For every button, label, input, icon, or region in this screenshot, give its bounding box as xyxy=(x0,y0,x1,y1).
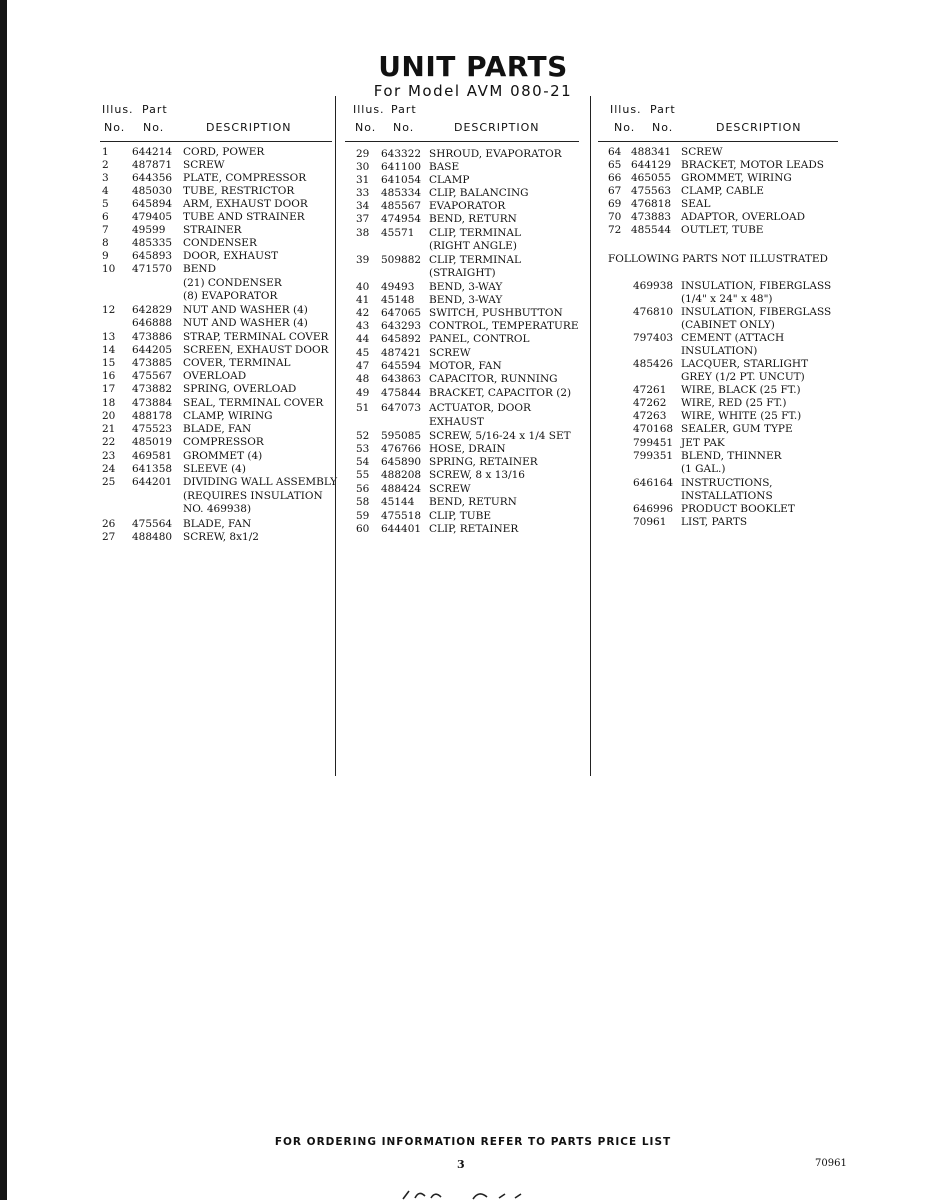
header-illus-top: Illus. xyxy=(353,103,385,116)
part-description: SCREEN, EXHAUST DOOR xyxy=(183,344,329,356)
part-number: 645594 xyxy=(381,360,422,372)
not-illustrated-note: FOLLOWING PARTS NOT ILLUSTRATED xyxy=(608,253,828,265)
illus-number: 65 xyxy=(608,159,622,171)
part-description: TUBE AND STRAINER xyxy=(183,211,305,223)
illus-number: 70 xyxy=(608,211,622,223)
column-divider-1 xyxy=(335,96,336,776)
part-description: HOSE, DRAIN xyxy=(429,443,506,455)
header-part-top: Part xyxy=(142,103,168,116)
part-number: 47261 xyxy=(633,384,667,396)
illus-number: 8 xyxy=(102,237,109,249)
part-number: 469581 xyxy=(132,450,173,462)
part-number: 70961 xyxy=(633,516,667,528)
part-number: 471570 xyxy=(132,263,173,275)
part-description: (8) EVAPORATOR xyxy=(183,290,278,302)
part-number: 485334 xyxy=(381,187,422,199)
header-part-bottom: No. xyxy=(652,121,674,134)
part-description: BEND, RETURN xyxy=(429,213,517,225)
part-number: 465055 xyxy=(631,172,672,184)
illus-number: 47 xyxy=(356,360,370,372)
part-number: 646888 xyxy=(132,317,173,329)
illus-number: 2 xyxy=(102,159,109,171)
illus-number: 51 xyxy=(356,402,370,414)
part-description: SHROUD, EVAPORATOR xyxy=(429,148,562,160)
illus-number: 29 xyxy=(356,148,370,160)
part-description: (21) CONDENSER xyxy=(183,277,282,289)
part-description: GROMMET, WIRING xyxy=(681,172,792,184)
part-description: PLATE, COMPRESSOR xyxy=(183,172,307,184)
part-description: TUBE, RESTRICTOR xyxy=(183,185,295,197)
part-description: CLAMP xyxy=(429,174,470,186)
header-rule xyxy=(345,141,579,142)
part-description: INSTRUCTIONS, xyxy=(681,477,773,489)
header-illus-top: Illus. xyxy=(610,103,642,116)
part-description: CONTROL, TEMPERATURE xyxy=(429,320,579,332)
part-number: 485426 xyxy=(633,358,674,370)
part-description: CLIP, BALANCING xyxy=(429,187,529,199)
part-description: NUT AND WASHER (4) xyxy=(183,317,308,329)
part-number: 487421 xyxy=(381,347,422,359)
part-number: 595085 xyxy=(381,430,422,442)
part-description: EXHAUST xyxy=(429,416,484,428)
part-description: CLAMP, CABLE xyxy=(681,185,764,197)
part-number: 470168 xyxy=(633,423,674,435)
part-description: LIST, PARTS xyxy=(681,516,748,528)
part-description: INSULATION) xyxy=(681,345,758,357)
illus-number: 4 xyxy=(102,185,109,197)
illus-number: 5 xyxy=(102,198,109,210)
model-subtitle: For Model AVM 080-21 xyxy=(373,82,573,100)
part-number: 479405 xyxy=(132,211,173,223)
part-number: 469938 xyxy=(633,280,674,292)
part-description: BLEND, THINNER xyxy=(681,450,782,462)
part-description: BLADE, FAN xyxy=(183,423,252,435)
page-number: 3 xyxy=(457,1158,465,1171)
illus-number: 31 xyxy=(356,174,370,186)
header-illus-bottom: No. xyxy=(614,121,636,134)
illus-number: 58 xyxy=(356,496,370,508)
part-description: SCREW xyxy=(681,146,723,158)
illus-number: 9 xyxy=(102,250,109,262)
part-number: 49599 xyxy=(132,224,166,236)
illus-number: 64 xyxy=(608,146,622,158)
part-description: SPRING, RETAINER xyxy=(429,456,538,468)
illus-number: 6 xyxy=(102,211,109,223)
part-description: (STRAIGHT) xyxy=(429,267,496,279)
part-description: INSULATION, FIBERGLASS xyxy=(681,280,832,292)
part-number: 488341 xyxy=(631,146,672,158)
part-number: 643322 xyxy=(381,148,422,160)
part-description: WIRE, WHITE (25 FT.) xyxy=(681,410,802,422)
part-description: SCREW, 8 x 13/16 xyxy=(429,469,525,481)
part-number: 474954 xyxy=(381,213,422,225)
illus-number: 13 xyxy=(102,331,116,343)
part-number: 473883 xyxy=(631,211,672,223)
part-description: CLIP, RETAINER xyxy=(429,523,519,535)
part-description: SEAL xyxy=(681,198,711,210)
illus-number: 38 xyxy=(356,227,370,239)
part-description: (1/4" x 24" x 48") xyxy=(681,293,773,305)
part-number: 45571 xyxy=(381,227,415,239)
part-number: 473884 xyxy=(132,397,173,409)
illus-number: 41 xyxy=(356,294,370,306)
illus-number: 34 xyxy=(356,200,370,212)
part-description: ARM, EXHAUST DOOR xyxy=(183,198,308,210)
document-code: 70961 xyxy=(815,1158,847,1169)
illus-number: 12 xyxy=(102,304,116,316)
part-number: 488208 xyxy=(381,469,422,481)
illus-number: 33 xyxy=(356,187,370,199)
part-number: 487871 xyxy=(132,159,173,171)
part-number: 642829 xyxy=(132,304,173,316)
illus-number: 27 xyxy=(102,531,116,543)
part-description: CORD, POWER xyxy=(183,146,265,158)
part-description: NO. 469938) xyxy=(183,503,252,515)
header-description: DESCRIPTION xyxy=(206,121,292,134)
page-title: UNIT PARTS xyxy=(378,50,568,83)
part-number: 473882 xyxy=(132,383,173,395)
illus-number: 7 xyxy=(102,224,109,236)
illus-number: 44 xyxy=(356,333,370,345)
part-number: 644401 xyxy=(381,523,422,535)
part-number: 485335 xyxy=(132,237,173,249)
illus-number: 69 xyxy=(608,198,622,210)
part-description: CLIP, TERMINAL xyxy=(429,254,521,266)
part-number: 645892 xyxy=(381,333,422,345)
part-number: 473886 xyxy=(132,331,173,343)
part-description: (CABINET ONLY) xyxy=(681,319,775,331)
illus-number: 52 xyxy=(356,430,370,442)
part-number: 641358 xyxy=(132,463,173,475)
header-illus-bottom: No. xyxy=(355,121,377,134)
part-number: 647065 xyxy=(381,307,422,319)
part-description: SLEEVE (4) xyxy=(183,463,246,475)
header-part-bottom: No. xyxy=(143,121,165,134)
illus-number: 30 xyxy=(356,161,370,173)
part-description: CLAMP, WIRING xyxy=(183,410,273,422)
header-description: DESCRIPTION xyxy=(454,121,540,134)
part-number: 644214 xyxy=(132,146,173,158)
part-description: OVERLOAD xyxy=(183,370,247,382)
part-description: OUTLET, TUBE xyxy=(681,224,764,236)
part-description: CEMENT (ATTACH xyxy=(681,332,785,344)
part-description: WIRE, RED (25 FT.) xyxy=(681,397,787,409)
illus-number: 49 xyxy=(356,387,370,399)
part-number: 485019 xyxy=(132,436,173,448)
illus-number: 22 xyxy=(102,436,116,448)
part-description: CLIP, TUBE xyxy=(429,510,492,522)
part-number: 644205 xyxy=(132,344,173,356)
header-rule xyxy=(100,141,332,142)
header-part-bottom: No. xyxy=(393,121,415,134)
part-number: 485544 xyxy=(631,224,672,236)
illus-number: 39 xyxy=(356,254,370,266)
part-number: 49493 xyxy=(381,281,415,293)
part-description: BRACKET, CAPACITOR (2) xyxy=(429,387,572,399)
part-description: CONDENSER xyxy=(183,237,257,249)
illus-number: 60 xyxy=(356,523,370,535)
part-description: BEND, RETURN xyxy=(429,496,517,508)
part-number: 488178 xyxy=(132,410,173,422)
part-number: 799451 xyxy=(633,437,674,449)
part-description: BEND xyxy=(183,263,216,275)
part-description: NUT AND WASHER (4) xyxy=(183,304,308,316)
part-description: INSTALLATIONS xyxy=(681,490,773,502)
part-number: 647073 xyxy=(381,402,422,414)
part-description: SCREW, 8x1/2 xyxy=(183,531,259,543)
part-description: DOOR, EXHAUST xyxy=(183,250,279,262)
part-number: 475518 xyxy=(381,510,422,522)
part-number: 476766 xyxy=(381,443,422,455)
part-description: SWITCH, PUSHBUTTON xyxy=(429,307,563,319)
part-description: SPRING, OVERLOAD xyxy=(183,383,297,395)
part-number: 476818 xyxy=(631,198,672,210)
header-illus-bottom: No. xyxy=(104,121,126,134)
illus-number: 67 xyxy=(608,185,622,197)
part-description: JET PAK xyxy=(681,437,725,449)
part-description: INSULATION, FIBERGLASS xyxy=(681,306,832,318)
column-divider-2 xyxy=(590,96,591,776)
part-description: STRAP, TERMINAL COVER xyxy=(183,331,329,343)
part-description: (1 GAL.) xyxy=(681,463,726,475)
part-description: GREY (1/2 PT. UNCUT) xyxy=(681,371,805,383)
part-number: 641054 xyxy=(381,174,422,186)
part-description: DIVIDING WALL ASSEMBLY xyxy=(183,476,338,488)
header-part-top: Part xyxy=(391,103,417,116)
part-number: 799351 xyxy=(633,450,674,462)
illus-number: 45 xyxy=(356,347,370,359)
part-description: SCREW xyxy=(429,347,471,359)
part-number: 485567 xyxy=(381,200,422,212)
part-number: 646164 xyxy=(633,477,674,489)
part-number: 644129 xyxy=(631,159,672,171)
part-description: LACQUER, STARLIGHT xyxy=(681,358,809,370)
part-description: MOTOR, FAN xyxy=(429,360,502,372)
ordering-footer: FOR ORDERING INFORMATION REFER TO PARTS PRICE LIST xyxy=(274,1136,672,1148)
part-number: 485030 xyxy=(132,185,173,197)
illus-number: 48 xyxy=(356,373,370,385)
part-number: 645894 xyxy=(132,198,173,210)
part-description: (RIGHT ANGLE) xyxy=(429,240,517,252)
illus-number: 40 xyxy=(356,281,370,293)
illus-number: 43 xyxy=(356,320,370,332)
part-description: SCREW xyxy=(429,483,471,495)
illus-number: 72 xyxy=(608,224,622,236)
part-number: 47263 xyxy=(633,410,667,422)
illus-number: 10 xyxy=(102,263,116,275)
part-number: 475563 xyxy=(631,185,672,197)
illus-number: 1 xyxy=(102,146,109,158)
illus-number: 66 xyxy=(608,172,622,184)
illus-number: 26 xyxy=(102,518,116,530)
part-number: 488424 xyxy=(381,483,422,495)
part-description: COMPRESSOR xyxy=(183,436,264,448)
part-description: COVER, TERMINAL xyxy=(183,357,291,369)
header-illus-top: Illus. xyxy=(102,103,134,116)
part-description: STRAINER xyxy=(183,224,242,236)
header-rule xyxy=(598,141,838,142)
illus-number: 42 xyxy=(356,307,370,319)
illus-number: 16 xyxy=(102,370,116,382)
part-description: WIRE, BLACK (25 FT.) xyxy=(681,384,801,396)
part-number: 644201 xyxy=(132,476,173,488)
header-part-top: Part xyxy=(650,103,676,116)
part-number: 641100 xyxy=(381,161,422,173)
illus-number: 20 xyxy=(102,410,116,422)
part-number: 643293 xyxy=(381,320,422,332)
part-description: SEALER, GUM TYPE xyxy=(681,423,793,435)
illus-number: 23 xyxy=(102,450,116,462)
illus-number: 54 xyxy=(356,456,370,468)
part-description: SCREW xyxy=(183,159,225,171)
illus-number: 25 xyxy=(102,476,116,488)
part-description: BASE xyxy=(429,161,460,173)
part-number: 475523 xyxy=(132,423,173,435)
illus-number: 53 xyxy=(356,443,370,455)
part-description: GROMMET (4) xyxy=(183,450,263,462)
part-number: 45148 xyxy=(381,294,415,306)
handwritten-mark xyxy=(395,1188,545,1200)
part-number: 645893 xyxy=(132,250,173,262)
part-number: 475564 xyxy=(132,518,173,530)
part-number: 797403 xyxy=(633,332,674,344)
illus-number: 37 xyxy=(356,213,370,225)
illus-number: 18 xyxy=(102,397,116,409)
part-number: 488480 xyxy=(132,531,173,543)
part-number: 475844 xyxy=(381,387,422,399)
part-description: CAPACITOR, RUNNING xyxy=(429,373,558,385)
part-number: 644356 xyxy=(132,172,173,184)
illus-number: 24 xyxy=(102,463,116,475)
part-description: ADAPTOR, OVERLOAD xyxy=(681,211,806,223)
part-description: PRODUCT BOOKLET xyxy=(681,503,795,515)
part-description: BEND, 3-WAY xyxy=(429,294,503,306)
part-number: 509882 xyxy=(381,254,422,266)
part-description: BLADE, FAN xyxy=(183,518,252,530)
part-number: 473885 xyxy=(132,357,173,369)
part-number: 476810 xyxy=(633,306,674,318)
part-description: BRACKET, MOTOR LEADS xyxy=(681,159,824,171)
illus-number: 59 xyxy=(356,510,370,522)
illus-number: 15 xyxy=(102,357,116,369)
part-description: SEAL, TERMINAL COVER xyxy=(183,397,324,409)
part-number: 643863 xyxy=(381,373,422,385)
part-number: 646996 xyxy=(633,503,674,515)
part-description: CLIP, TERMINAL xyxy=(429,227,521,239)
illus-number: 56 xyxy=(356,483,370,495)
part-description: (REQUIRES INSULATION xyxy=(183,490,323,502)
part-description: BEND, 3-WAY xyxy=(429,281,503,293)
illus-number: 17 xyxy=(102,383,116,395)
header-description: DESCRIPTION xyxy=(716,121,802,134)
scan-edge-bar xyxy=(0,0,7,1200)
illus-number: 55 xyxy=(356,469,370,481)
part-number: 475567 xyxy=(132,370,173,382)
illus-number: 3 xyxy=(102,172,109,184)
part-number: 47262 xyxy=(633,397,667,409)
part-description: EVAPORATOR xyxy=(429,200,506,212)
part-number: 45144 xyxy=(381,496,415,508)
part-number: 645890 xyxy=(381,456,422,468)
part-description: PANEL, CONTROL xyxy=(429,333,530,345)
illus-number: 21 xyxy=(102,423,116,435)
part-description: ACTUATOR, DOOR xyxy=(429,402,531,414)
illus-number: 14 xyxy=(102,344,116,356)
part-description: SCREW, 5/16-24 x 1/4 SET xyxy=(429,430,571,442)
